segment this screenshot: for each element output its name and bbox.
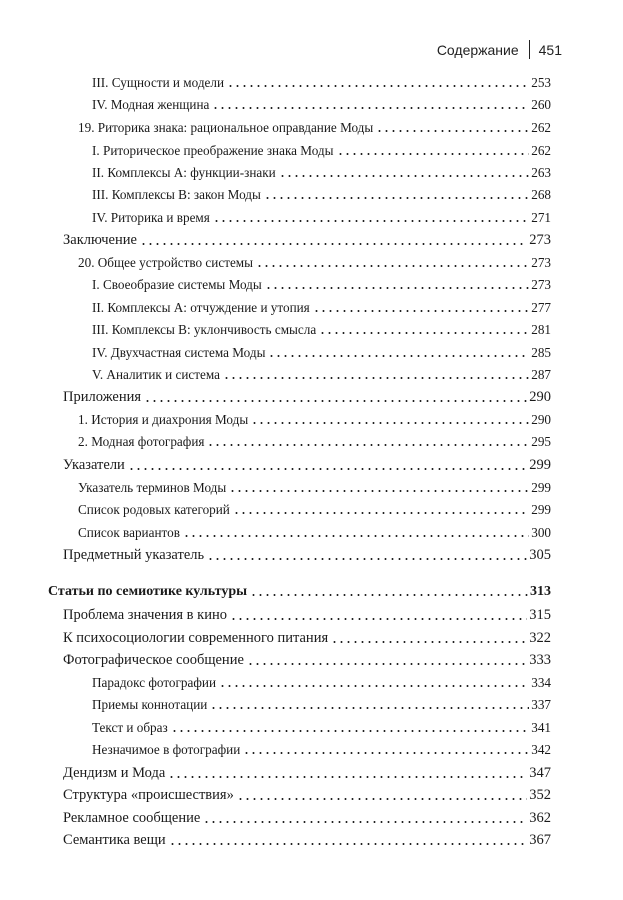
header-divider (529, 40, 530, 59)
toc-entry (92, 300, 551, 316)
toc-entry (63, 607, 551, 624)
toc-entry-page: 277 (531, 300, 551, 315)
header-page-number: 451 (538, 41, 562, 58)
toc-entry-page: 337 (531, 697, 551, 712)
leader-dots (227, 85, 529, 87)
toc-entry-page: 334 (531, 675, 551, 690)
toc-entry-page: 260 (531, 97, 551, 112)
toc-entry (92, 75, 551, 91)
toc-entry-title: 1. История и диахрония Моды (78, 412, 249, 427)
toc-entry-page: 271 (531, 210, 551, 225)
toc-entry (78, 480, 551, 496)
toc-entry-page: 333 (529, 652, 551, 668)
toc-entry (92, 742, 551, 758)
toc-entry-page: 273 (531, 277, 551, 292)
toc-entry-page: 281 (531, 322, 551, 337)
toc-entry-title: II. Комплексы A: отчуждение и утопия (92, 300, 310, 315)
toc-entry-page: 262 (531, 120, 551, 135)
toc-entry (63, 832, 551, 849)
toc-entry-page: 290 (531, 412, 551, 427)
toc-entry-title: II. Комплексы A: функции-знаки (92, 165, 276, 180)
toc-entry (63, 547, 551, 564)
toc-entry-title: I. Риторическое преображение знака Моды (92, 143, 334, 158)
leader-dots (144, 400, 527, 402)
toc-entry-page: 367 (529, 832, 551, 848)
toc-entry (92, 277, 551, 293)
toc-entry-title: Семантика вещи (63, 832, 166, 848)
leader-dots (265, 287, 529, 289)
leader-dots (230, 618, 527, 620)
toc-entry-page: 305 (529, 547, 551, 563)
toc-entry (63, 765, 551, 782)
toc-entry-title: Текст и образ (92, 720, 168, 735)
toc-entry-title: III. Комплексы B: уклончивость смысла (92, 322, 317, 337)
toc-entry (92, 720, 551, 736)
leader-dots (247, 663, 527, 665)
leader-dots (233, 512, 529, 514)
leader-dots (203, 821, 527, 823)
toc-entry-title: Рекламное сообщение (63, 810, 201, 826)
leader-dots (376, 130, 529, 132)
toc-entry (92, 697, 551, 713)
toc-entry-title: К психосоциологии современного питания (63, 630, 329, 646)
toc-entry-title: Незначимое в фотографии (92, 742, 241, 757)
leader-dots (140, 243, 527, 245)
toc-entry-page: 268 (531, 187, 551, 202)
toc-entry (78, 525, 551, 541)
leader-dots (243, 752, 529, 754)
toc-entry-title: Приемы коннотации (92, 697, 208, 712)
toc-entry-title: Структура «происшествия» (63, 787, 234, 803)
toc-entry (92, 675, 551, 691)
toc-entry-page: 262 (531, 143, 551, 158)
toc-entry (63, 652, 551, 669)
toc-entry-page: 342 (531, 742, 551, 757)
leader-dots (128, 468, 527, 470)
leader-dots (337, 153, 530, 155)
toc-entry (63, 232, 551, 249)
leader-dots (237, 798, 527, 800)
toc-entry-title: Указатель терминов Моды (78, 480, 227, 495)
toc-entry (92, 97, 551, 113)
leader-dots (223, 377, 529, 379)
toc-entry (92, 165, 551, 181)
toc-entry-title: IV. Двухчастная система Моды (92, 345, 266, 360)
toc-entry (92, 187, 551, 203)
toc-entry-title: V. Аналитик и система (92, 367, 220, 382)
leader-dots (264, 197, 529, 199)
leader-dots (210, 707, 529, 709)
toc-entry-page: 347 (529, 765, 551, 781)
toc-entry-title: Статьи по семиотике культуры (48, 584, 248, 599)
leader-dots (331, 641, 527, 643)
toc-entry-page: 253 (531, 75, 551, 90)
toc-entry-page: 299 (531, 502, 551, 517)
toc-entry-page: 287 (531, 367, 551, 382)
leader-dots (169, 843, 528, 845)
leader-dots (256, 265, 529, 267)
toc-entry-page: 299 (529, 457, 551, 473)
toc-entry-page: 290 (529, 389, 551, 405)
toc-entry-page: 362 (529, 810, 551, 826)
toc-entry-title: Парадокс фотографии (92, 675, 217, 690)
toc-entry-title: Список родовых категорий (78, 502, 230, 517)
toc-part-heading (48, 584, 551, 600)
toc-entry-page: 285 (531, 345, 551, 360)
leader-dots (268, 355, 529, 357)
toc-entry (63, 810, 551, 827)
toc-entry-page: 313 (530, 584, 551, 599)
leader-dots (207, 444, 529, 446)
toc-entry (63, 787, 551, 804)
leader-dots (250, 594, 528, 596)
toc-entry-title: I. Своеобразие системы Моды (92, 277, 262, 292)
leader-dots (212, 107, 529, 109)
leader-dots (251, 422, 529, 424)
toc-entry (92, 345, 551, 361)
toc-entry (92, 367, 551, 383)
leader-dots (279, 175, 530, 177)
toc-entry (78, 255, 551, 271)
toc-entry (92, 143, 551, 159)
toc-entry-title: IV. Риторика и время (92, 210, 210, 225)
leader-dots (207, 558, 527, 560)
toc-entry-title: IV. Модная женщина (92, 97, 210, 112)
toc-entry-page: 322 (529, 630, 551, 646)
leader-dots (319, 332, 529, 334)
toc-entry-page: 341 (531, 720, 551, 735)
toc-entry-page: 295 (531, 434, 551, 449)
toc-entry-title: 20. Общее устройство системы (78, 255, 254, 270)
toc-entry-title: Указатели (63, 457, 125, 473)
toc-entry (63, 457, 551, 474)
toc-entry-page: 315 (529, 607, 551, 623)
leader-dots (168, 776, 527, 778)
toc-entry-title: III. Комплексы B: закон Моды (92, 187, 261, 202)
running-header (437, 40, 562, 59)
toc-entry-title: Фотографическое сообщение (63, 652, 244, 668)
toc-entry-title: Список вариантов (78, 525, 180, 540)
header-section-title: Содержание (436, 41, 519, 58)
toc-entry (78, 120, 551, 136)
leader-dots (183, 535, 529, 537)
leader-dots (171, 730, 530, 732)
toc-entry (92, 322, 551, 338)
toc-entry-page: 273 (529, 232, 551, 248)
toc-entry (63, 630, 551, 647)
leader-dots (219, 685, 529, 687)
toc-entry (92, 210, 551, 226)
toc-entry-page: 352 (529, 787, 551, 803)
toc-entry (63, 389, 551, 406)
toc-entry-page: 299 (531, 480, 551, 495)
toc-entry (78, 502, 551, 518)
toc-entry-title: III. Сущности и модели (92, 75, 225, 90)
toc-entry (78, 434, 551, 450)
toc-entry-title: Дендизм и Мода (63, 765, 166, 781)
leader-dots (313, 310, 529, 312)
toc-entry-title: 19. Риторика знака: рациональное оправдание Моды (78, 120, 374, 135)
leader-dots (229, 490, 529, 492)
toc-entry-title: Приложения (63, 389, 142, 405)
toc-entry-page: 300 (531, 525, 551, 540)
leader-dots (213, 220, 529, 222)
toc-entry-title: Проблема значения в кино (63, 607, 227, 623)
toc-entry-title: Предметный указатель (63, 547, 205, 563)
toc-entry-page: 263 (531, 165, 551, 180)
toc-entry-title: Заключение (63, 232, 137, 248)
toc-entry-title: 2. Модная фотография (78, 434, 205, 449)
toc-entry-page: 273 (531, 255, 551, 270)
toc-entry (78, 412, 551, 428)
